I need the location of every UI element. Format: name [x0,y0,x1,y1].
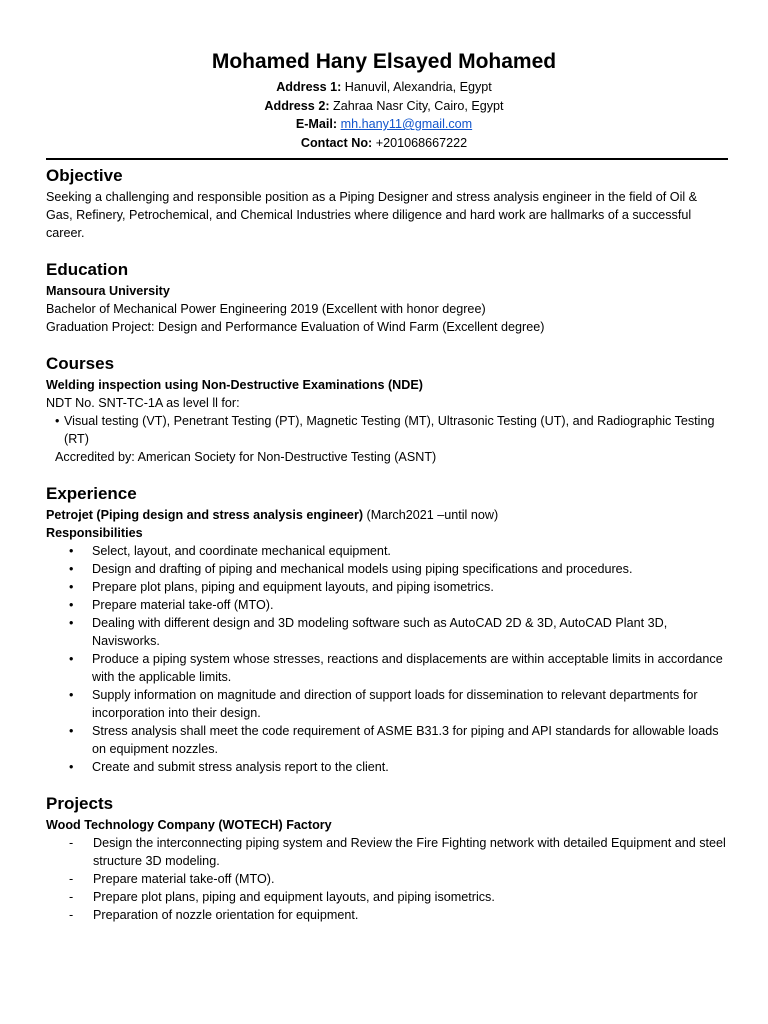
ndt-line: NDT No. SNT-TC-1A as level ll for: [46,396,240,410]
graduation-project-line: Graduation Project: Design and Performance Evaluation of Wind Farm (Excellent degree) [46,320,545,334]
job-period: (March2021 –until now) [363,508,499,522]
responsibilities-label: Responsibilities [46,526,143,540]
address-1-value: Hanuvil, Alexandria, Egypt [344,80,492,94]
list-item: • Prepare material take-off (MTO). [92,596,726,614]
experience-section [46,482,726,776]
contact-label: Contact No: [300,135,373,150]
objective-title: Objective [46,166,123,185]
address-1-label: Address 1: [276,80,342,94]
experience-title: Experience [46,484,137,503]
projects-section [46,792,726,924]
list-item: • Supply information on magnitude and direction of support loads for dissemination to relevant departments for incorporation into their design. [92,686,726,722]
course-name: Welding inspection using Non-Destructive Examinations (NDE) [46,378,423,392]
contact-line [0,134,768,153]
list-item: • Prepare plot plans, piping and equipment layouts, and piping isometrics. [92,578,726,596]
responsibilities-list [46,542,726,776]
candidate-name: Mohamed Hany Elsayed Mohamed [211,50,557,73]
address-2-line [0,97,768,116]
list-item: • Dealing with different design and 3D modeling software such as AutoCAD 2D & 3D, AutoCAD Plant 3D, Navisworks. [92,614,726,650]
list-item: • Design and drafting of piping and mechanical models using piping specifications and procedures. [92,560,726,578]
list-item: • Create and submit stress analysis report to the client. [92,758,726,776]
education-title: Education [46,260,129,279]
ndt-methods-item [46,412,726,448]
header-divider [46,158,728,160]
degree-line: Bachelor of Mechanical Power Engineering 2019 (Excellent with honor degree) [46,302,486,316]
objective-section [46,164,726,242]
list-item: - Prepare material take-off (MTO). [93,870,726,888]
objective-text: Seeking a challenging and responsible position as a Piping Designer and stress analysis engineer in the field of Oil & Gas, Refinery, Petrochemical, and Chemical Industries where diligence and hard work are hallmarks of a successful career. [46,190,698,240]
address-2-label: Address 2: [264,98,330,113]
courses-title: Courses [46,354,115,373]
address-2-value: Zahraa Nasr City, Cairo, Egypt [333,98,504,113]
resume-body [46,164,726,940]
resume-header [0,0,768,152]
contact-value: +201068667222 [375,135,468,150]
education-section [46,258,726,336]
projects-title: Projects [46,794,114,813]
project-tasks-list [46,834,726,924]
bullet-icon: • [55,414,60,428]
list-item: • Produce a piping system whose stresses, reactions and displacements are within acceptable limits in accordance with the applicable limits. [92,650,726,686]
email-line [0,115,768,134]
job-heading [46,506,726,524]
email-link[interactable]: mh.hany11@gmail.com [340,117,473,131]
ndt-methods-text: Visual testing (VT), Penetrant Testing (PT), Magnetic Testing (MT), Ultrasonic Testing (UT), and Radiographic Testing (RT) [64,414,715,446]
list-item: - Design the interconnecting piping system and Review the Fire Fighting network with detailed Equipment and steel structure 3D modeling. [93,834,726,870]
list-item: - Preparation of nozzle orientation for equipment. [93,906,726,924]
email-label: E-Mail: [295,117,338,131]
project-company: Wood Technology Company (WOTECH) Factory [46,818,332,832]
courses-section [46,352,726,466]
list-item: • Select, layout, and coordinate mechanical equipment. [92,542,726,560]
accreditation-line: Accredited by: American Society for Non-Destructive Testing (ASNT) [55,450,437,464]
list-item: • Stress analysis shall meet the code requirement of ASME B31.3 for piping and API standards for allowable loads on equipment nozzles. [92,722,726,758]
list-item: - Prepare plot plans, piping and equipment layouts, and piping isometrics. [93,888,726,906]
address-1-line [0,78,768,97]
job-company-role: Petrojet (Piping design and stress analysis engineer) [46,508,364,522]
university-name: Mansoura University [46,284,170,298]
